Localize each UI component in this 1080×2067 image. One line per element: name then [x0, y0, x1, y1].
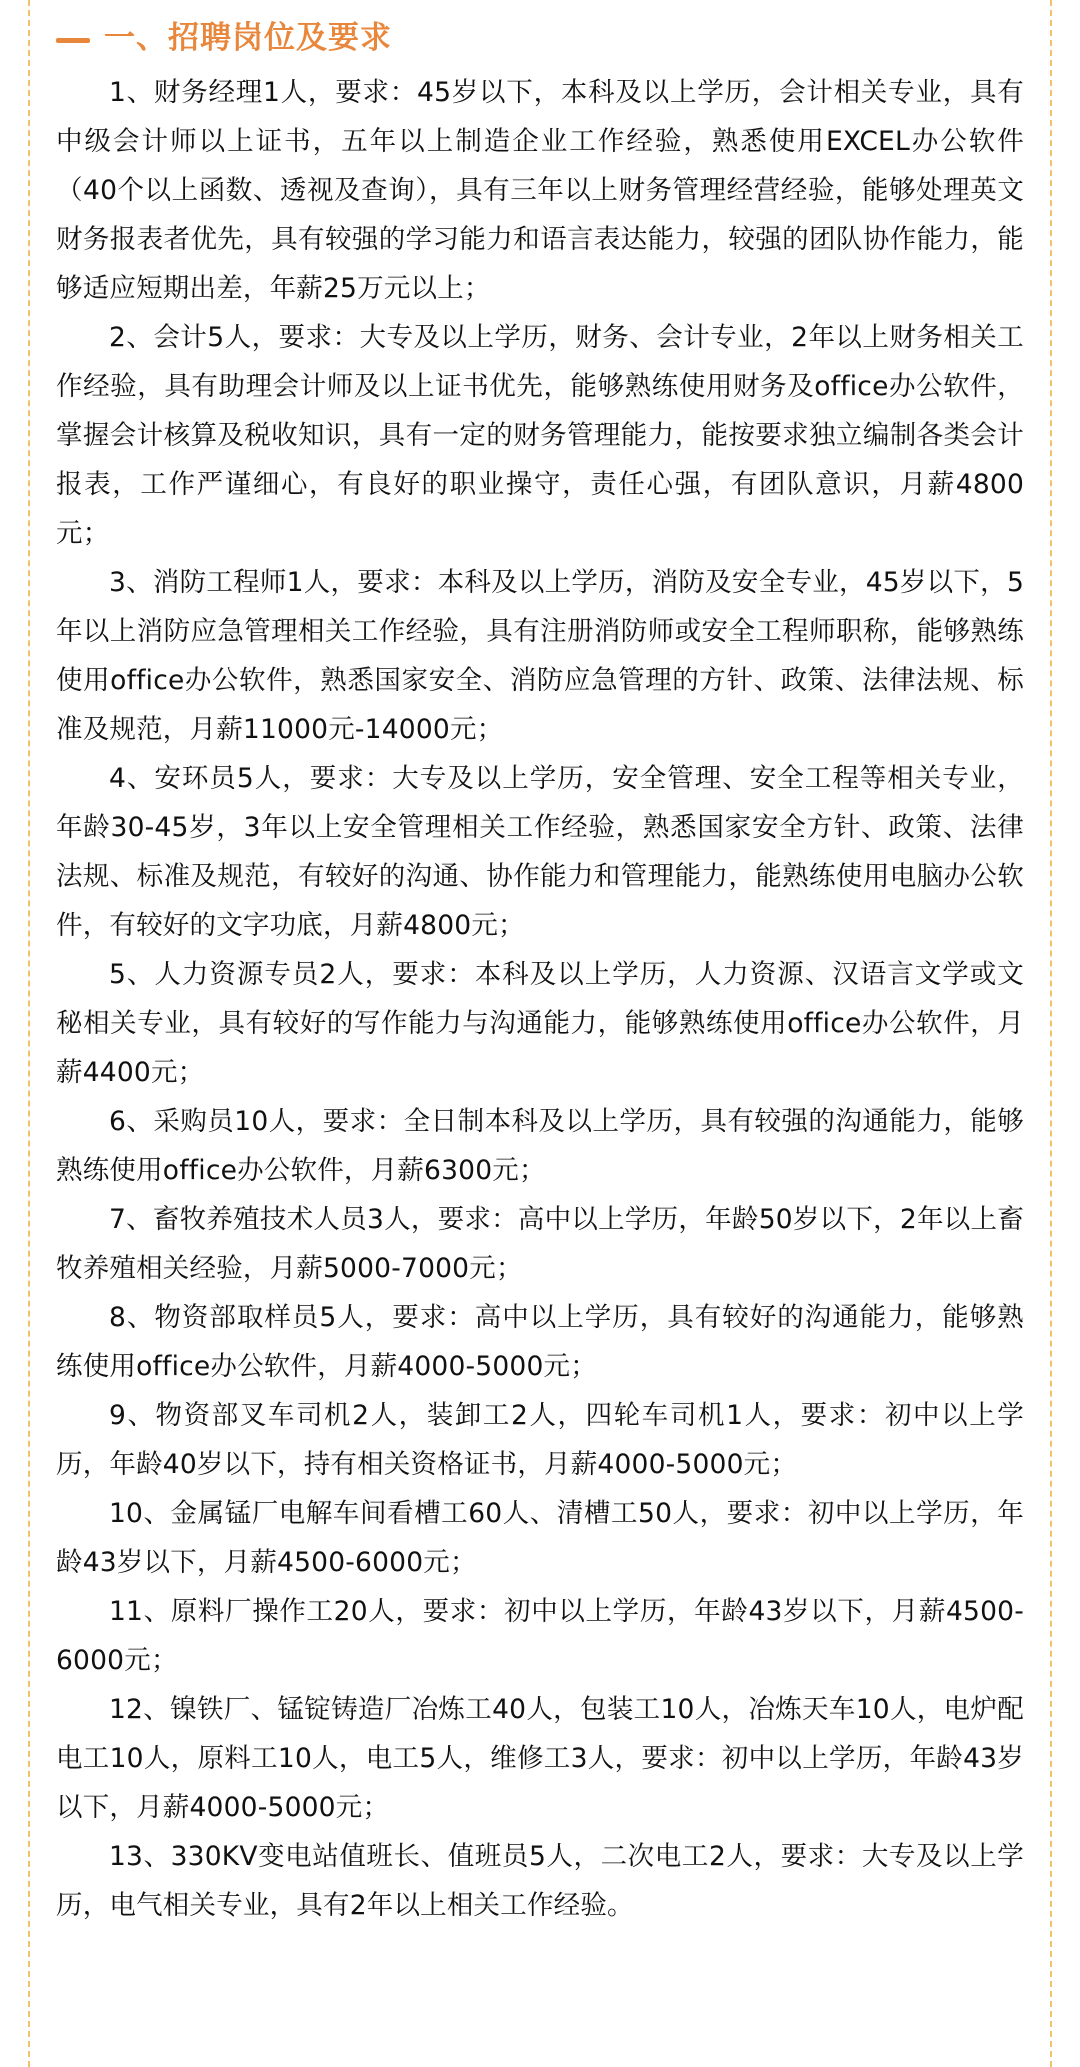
- job-paragraph: 9、物资部叉车司机2人，装卸工2人，四轮车司机1人，要求：初中以上学历，年龄40岁以下，持有相关资格证书，月薪4000-5000元；: [56, 1400, 1024, 1481]
- job-paragraph: 12、镍铁厂、锰锭铸造厂冶炼工40人，包装工10人，冶炼天车10人，电炉配电工10人，原料工10人，电工5人，维修工3人，要求：初中以上学历，年龄43岁以下，月薪4000-5000元；: [56, 1694, 1024, 1824]
- job-paragraph: 7、畜牧养殖技术人员3人，要求：高中以上学历，年龄50岁以下，2年以上畜牧养殖相关经验，月薪5000-7000元；: [56, 1204, 1024, 1285]
- job-paragraph: 4、安环员5人，要求：大专及以上学历，安全管理、安全工程等相关专业，年龄30-45岁，3年以上安全管理相关工作经验，熟悉国家安全方针、政策、法律法规、标准及规范，有较好的沟通、协作能力和管理能力，能熟练使用电脑办公软件，有较好的文字功底，月薪4800元；: [56, 763, 1024, 942]
- job-paragraph: 10、金属锰厂电解车间看槽工60人、清槽工50人，要求：初中以上学历，年龄43岁以下，月薪4500-6000元；: [56, 1498, 1024, 1579]
- job-paragraph: 11、原料厂操作工20人，要求：初中以上学历，年龄43岁以下，月薪4500-6000元；: [56, 1596, 1024, 1677]
- job-paragraph: 2、会计5人，要求：大专及以上学历，财务、会计专业，2年以上财务相关工作经验，具有助理会计师及以上证书优先，能够熟练使用财务及office办公软件，掌握会计核算及税收知识，具有一定的财务管理能力，能按要求独立编制各类会计报表，工作严谨细心，有良好的职业操守，责任心强，有团队意识，月薪4800元；: [56, 322, 1024, 550]
- job-paragraph: 13、330KV变电站值班长、值班员5人，二次电工2人，要求：大专及以上学历，电气相关专业，具有2年以上相关工作经验。: [56, 1841, 1024, 1922]
- job-paragraph: 1、财务经理1人，要求：45岁以下，本科及以上学历，会计相关专业，具有中级会计师以上证书，五年以上制造企业工作经验，熟悉使用EXCEL办公软件（40个以上函数、透视及查询），具有三年以上财务管理经营经验，能够处理英文财务报表者优先，具有较强的学习能力和语言表达能力，较强的团队协作能力，能够适应短期出差，年薪25万元以上；: [56, 77, 1024, 305]
- heading-accent-bar: [56, 38, 90, 43]
- job-paragraph: 6、采购员10人，要求：全日制本科及以上学历，具有较强的沟通能力，能够熟练使用office办公软件，月薪6300元；: [56, 1106, 1024, 1187]
- section-heading: [56, 0, 1024, 68]
- page-title: 一、招聘岗位及要求: [104, 20, 392, 56]
- job-paragraph: 5、人力资源专员2人，要求：本科及以上学历，人力资源、汉语言文学或文秘相关专业，具有较好的写作能力与沟通能力，能够熟练使用office办公软件，月薪4400元；: [56, 959, 1024, 1089]
- job-paragraph: 3、消防工程师1人，要求：本科及以上学历，消防及安全专业，45岁以下，5年以上消防应急管理相关工作经验，具有注册消防师或安全工程师职称，能够熟练使用office办公软件，熟悉国家安全、消防应急管理的方针、政策、法律法规、标准及规范，月薪11000元-14000元；: [56, 567, 1024, 746]
- job-paragraph: 8、物资部取样员5人，要求：高中以上学历，具有较好的沟通能力，能够熟练使用office办公软件，月薪4000-5000元；: [56, 1302, 1024, 1383]
